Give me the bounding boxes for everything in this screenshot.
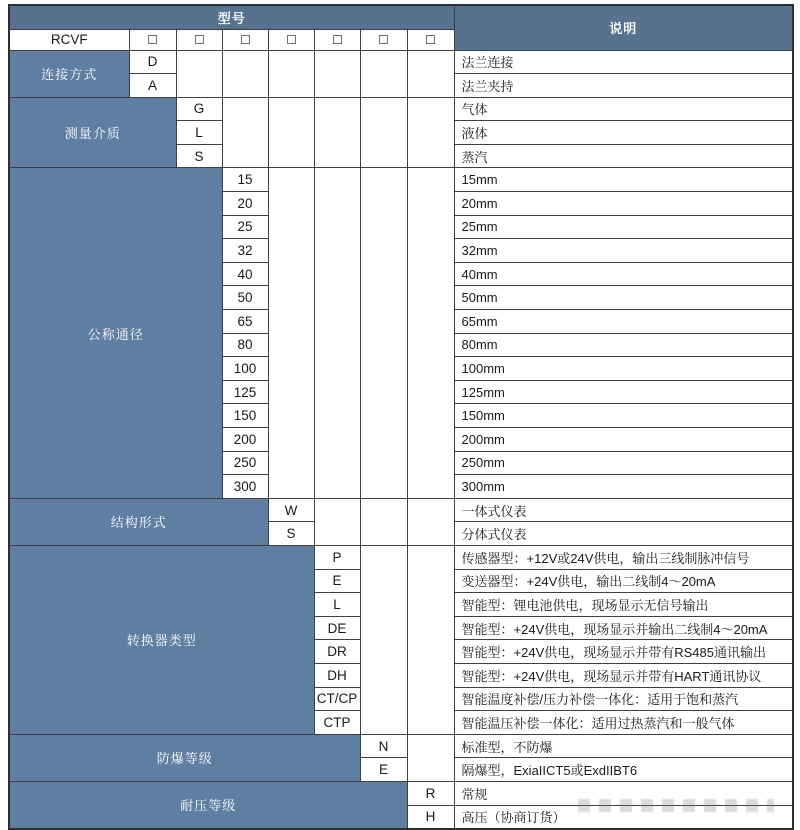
option-description-cell: 25mm	[454, 215, 793, 239]
option-code-cell: DE	[314, 616, 360, 640]
option-description-cell: 32mm	[454, 239, 793, 263]
model-digit-cell	[360, 29, 407, 50]
option-row	[9, 97, 793, 121]
empty-cell	[360, 50, 407, 97]
empty-cell	[176, 50, 222, 97]
option-description-cell: 200mm	[454, 428, 793, 452]
model-digit-cell	[129, 29, 176, 50]
empty-cell	[314, 97, 360, 168]
empty-cell	[222, 97, 268, 168]
option-code-cell: 100	[222, 357, 268, 381]
description-header: 说明	[454, 5, 793, 50]
empty-cell	[314, 498, 360, 545]
option-code-cell: 125	[222, 380, 268, 404]
option-description-cell: 250mm	[454, 451, 793, 475]
option-description-cell: 标准型，不防爆	[454, 734, 793, 758]
option-code-cell: 200	[222, 428, 268, 452]
empty-cell	[360, 168, 407, 498]
option-code-cell: A	[129, 74, 176, 98]
option-code-cell: W	[268, 498, 314, 522]
option-description-cell: 变送器型：+24V供电，输出二线制4～20mA	[454, 569, 793, 593]
category-cell: 测量介质	[9, 97, 176, 168]
model-header-row	[9, 5, 793, 29]
option-code-cell: D	[129, 50, 176, 74]
empty-cell	[314, 50, 360, 97]
option-code-cell: 20	[222, 192, 268, 216]
model-digit-cell	[314, 29, 360, 50]
option-row	[9, 50, 793, 74]
option-description-cell: 法兰连接	[454, 50, 793, 74]
option-code-cell: E	[360, 758, 407, 782]
option-description-cell: 100mm	[454, 357, 793, 381]
checkbox-icon	[195, 35, 204, 44]
option-description-cell: 常规	[454, 781, 793, 805]
option-code-cell: S	[268, 522, 314, 546]
model-digit-cell	[407, 29, 454, 50]
option-description-cell: 智能温度补偿/压力补偿一体化：适用于饱和蒸汽	[454, 687, 793, 711]
option-code-cell: 40	[222, 262, 268, 286]
option-description-cell: 300mm	[454, 475, 793, 499]
option-code-cell: R	[407, 781, 454, 805]
option-code-cell: 15	[222, 168, 268, 192]
checkbox-icon	[148, 35, 157, 44]
option-code-cell: DH	[314, 663, 360, 687]
empty-cell	[222, 50, 268, 97]
category-cell: 防爆等级	[9, 734, 360, 781]
category-cell: 公称通径	[9, 168, 222, 498]
option-row	[9, 734, 793, 758]
option-code-cell: 32	[222, 239, 268, 263]
option-description-cell: 分体式仪表	[454, 522, 793, 546]
category-cell: 连接方式	[9, 50, 129, 97]
checkbox-icon	[379, 35, 388, 44]
option-description-cell: 65mm	[454, 310, 793, 334]
option-row	[9, 781, 793, 805]
empty-cell	[407, 168, 454, 498]
option-description-cell: 智能型：锂电池供电，现场显示无信号输出	[454, 593, 793, 617]
empty-cell	[407, 498, 454, 545]
empty-cell	[360, 97, 407, 168]
option-code-cell: 50	[222, 286, 268, 310]
model-digit-cell	[222, 29, 268, 50]
option-description-cell: 150mm	[454, 404, 793, 428]
empty-cell	[407, 545, 454, 734]
option-description-cell: 蒸汽	[454, 144, 793, 168]
option-code-cell: L	[176, 121, 222, 145]
empty-cell	[360, 545, 407, 734]
empty-cell	[360, 498, 407, 545]
table-body	[9, 5, 793, 829]
option-code-cell: E	[314, 569, 360, 593]
option-description-cell: 20mm	[454, 192, 793, 216]
model-digit-cell	[176, 29, 222, 50]
option-code-cell: G	[176, 97, 222, 121]
option-description-cell: 气体	[454, 97, 793, 121]
model-selection-table	[8, 4, 794, 830]
option-code-cell: 80	[222, 333, 268, 357]
option-description-cell: 一体式仪表	[454, 498, 793, 522]
option-description-cell: 125mm	[454, 380, 793, 404]
option-description-cell: 智能型：+24V供电，现场显示并带有RS485通讯输出	[454, 640, 793, 664]
option-description-cell: 高压（协商订货）	[454, 805, 793, 829]
option-description-cell: 隔爆型，ExiaIICT5或ExdIIBT6	[454, 758, 793, 782]
option-code-cell: CTP	[314, 711, 360, 735]
option-description-cell: 15mm	[454, 168, 793, 192]
option-code-cell: 250	[222, 451, 268, 475]
option-code-cell: P	[314, 545, 360, 569]
option-code-cell: H	[407, 805, 454, 829]
checkbox-icon	[333, 35, 342, 44]
option-description-cell: 法兰夹持	[454, 74, 793, 98]
checkbox-icon	[287, 35, 296, 44]
option-code-cell: 25	[222, 215, 268, 239]
empty-cell	[314, 168, 360, 498]
empty-cell	[407, 50, 454, 97]
option-description-cell: 80mm	[454, 333, 793, 357]
category-cell: 耐压等级	[9, 781, 407, 828]
option-code-cell: 150	[222, 404, 268, 428]
option-row	[9, 168, 793, 192]
option-description-cell: 40mm	[454, 262, 793, 286]
option-code-cell: L	[314, 593, 360, 617]
model-number-header: 型号	[9, 5, 454, 29]
option-description-cell: 智能型：+24V供电，现场显示并带有HART通讯协议	[454, 663, 793, 687]
option-row	[9, 498, 793, 522]
option-code-cell: 65	[222, 310, 268, 334]
option-row	[9, 545, 793, 569]
category-cell: 结构形式	[9, 498, 268, 545]
model-prefix-cell: RCVF	[9, 29, 129, 50]
empty-cell	[407, 97, 454, 168]
model-digit-cell	[268, 29, 314, 50]
option-code-cell: N	[360, 734, 407, 758]
category-cell: 转换器类型	[9, 545, 314, 734]
option-description-cell: 智能温压补偿一体化：适用过热蒸汽和一般气体	[454, 711, 793, 735]
option-code-cell: CT/CP	[314, 687, 360, 711]
option-description-cell: 智能型：+24V供电，现场显示并输出二线制4～20mA	[454, 616, 793, 640]
empty-cell	[268, 50, 314, 97]
checkbox-icon	[426, 35, 435, 44]
option-description-cell: 液体	[454, 121, 793, 145]
option-description-cell: 传感器型：+12V或24V供电，输出三线制脉冲信号	[454, 545, 793, 569]
empty-cell	[268, 168, 314, 498]
option-code-cell: 300	[222, 475, 268, 499]
option-code-cell: DR	[314, 640, 360, 664]
option-description-cell: 50mm	[454, 286, 793, 310]
option-code-cell: S	[176, 144, 222, 168]
checkbox-icon	[241, 35, 250, 44]
empty-cell	[407, 734, 454, 781]
empty-cell	[268, 97, 314, 168]
